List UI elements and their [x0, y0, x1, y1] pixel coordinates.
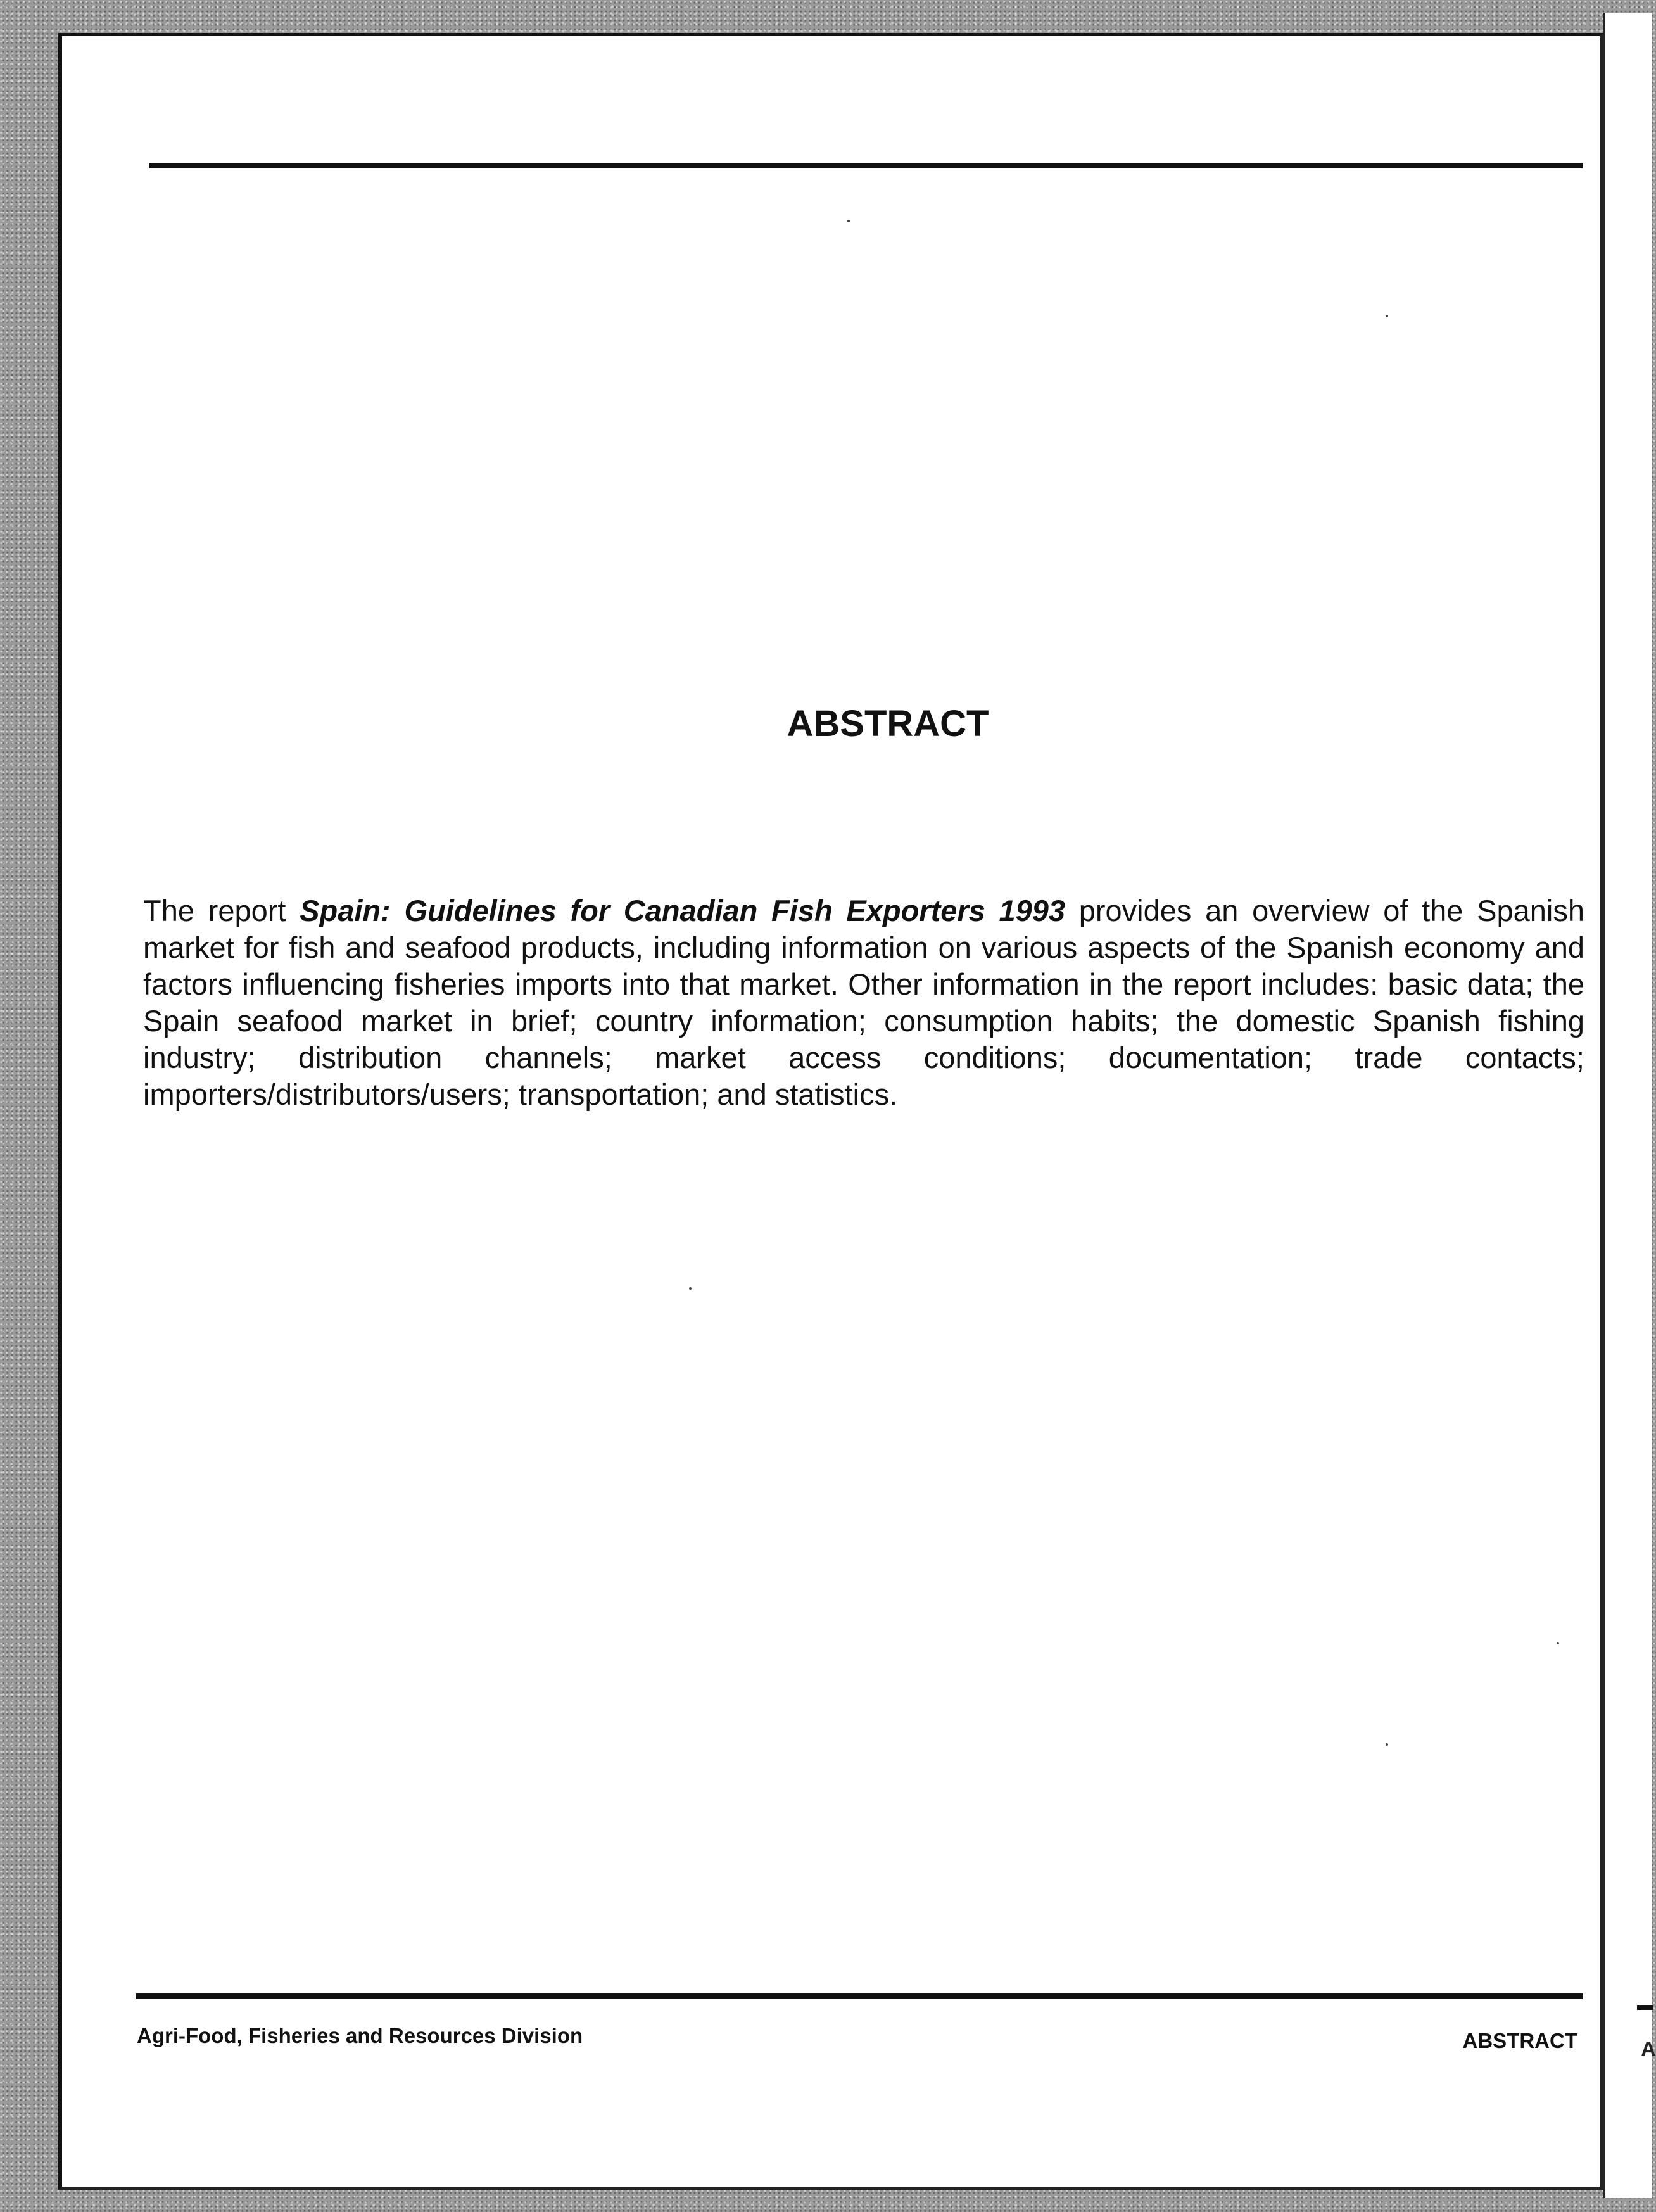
scan-speck [1386, 1743, 1388, 1746]
scan-speck [847, 220, 850, 222]
abstract-paragraph [143, 893, 1584, 1113]
document-page [58, 33, 1603, 2190]
header-rule [149, 163, 1583, 168]
facing-page-footer: A [1641, 2037, 1656, 2061]
facing-page-edge [1603, 13, 1656, 2198]
footer-section: ABSTRACT [1462, 2029, 1577, 2052]
facing-page-rule [1637, 2005, 1653, 2010]
abstract-intro: The report [143, 894, 300, 927]
scan-speck [1557, 1642, 1559, 1644]
report-title: Spain: Guidelines for Canadian Fish Exporters 1993 [300, 894, 1066, 927]
scan-speck [1386, 315, 1388, 317]
footer-division: Agri-Food, Fisheries and Resources Division [137, 2024, 583, 2047]
abstract-body: provides an overview of the Spanish market for fish and seafood products, including information on various aspects of the Spanish economy and factors influencing fisheries imports into that market. Other information in the report includes: basic data; the Spain seafood market in brief; country information; consumption habits; the domestic Spanish fishing industry; distribution channels; market access conditions; documentation; trade contacts; importers/distributors/users; transportation; and statistics. [143, 894, 1584, 1111]
footer-rule [136, 1993, 1583, 1999]
scan-speck [689, 1287, 692, 1290]
page-title: ABSTRACT [787, 703, 989, 744]
